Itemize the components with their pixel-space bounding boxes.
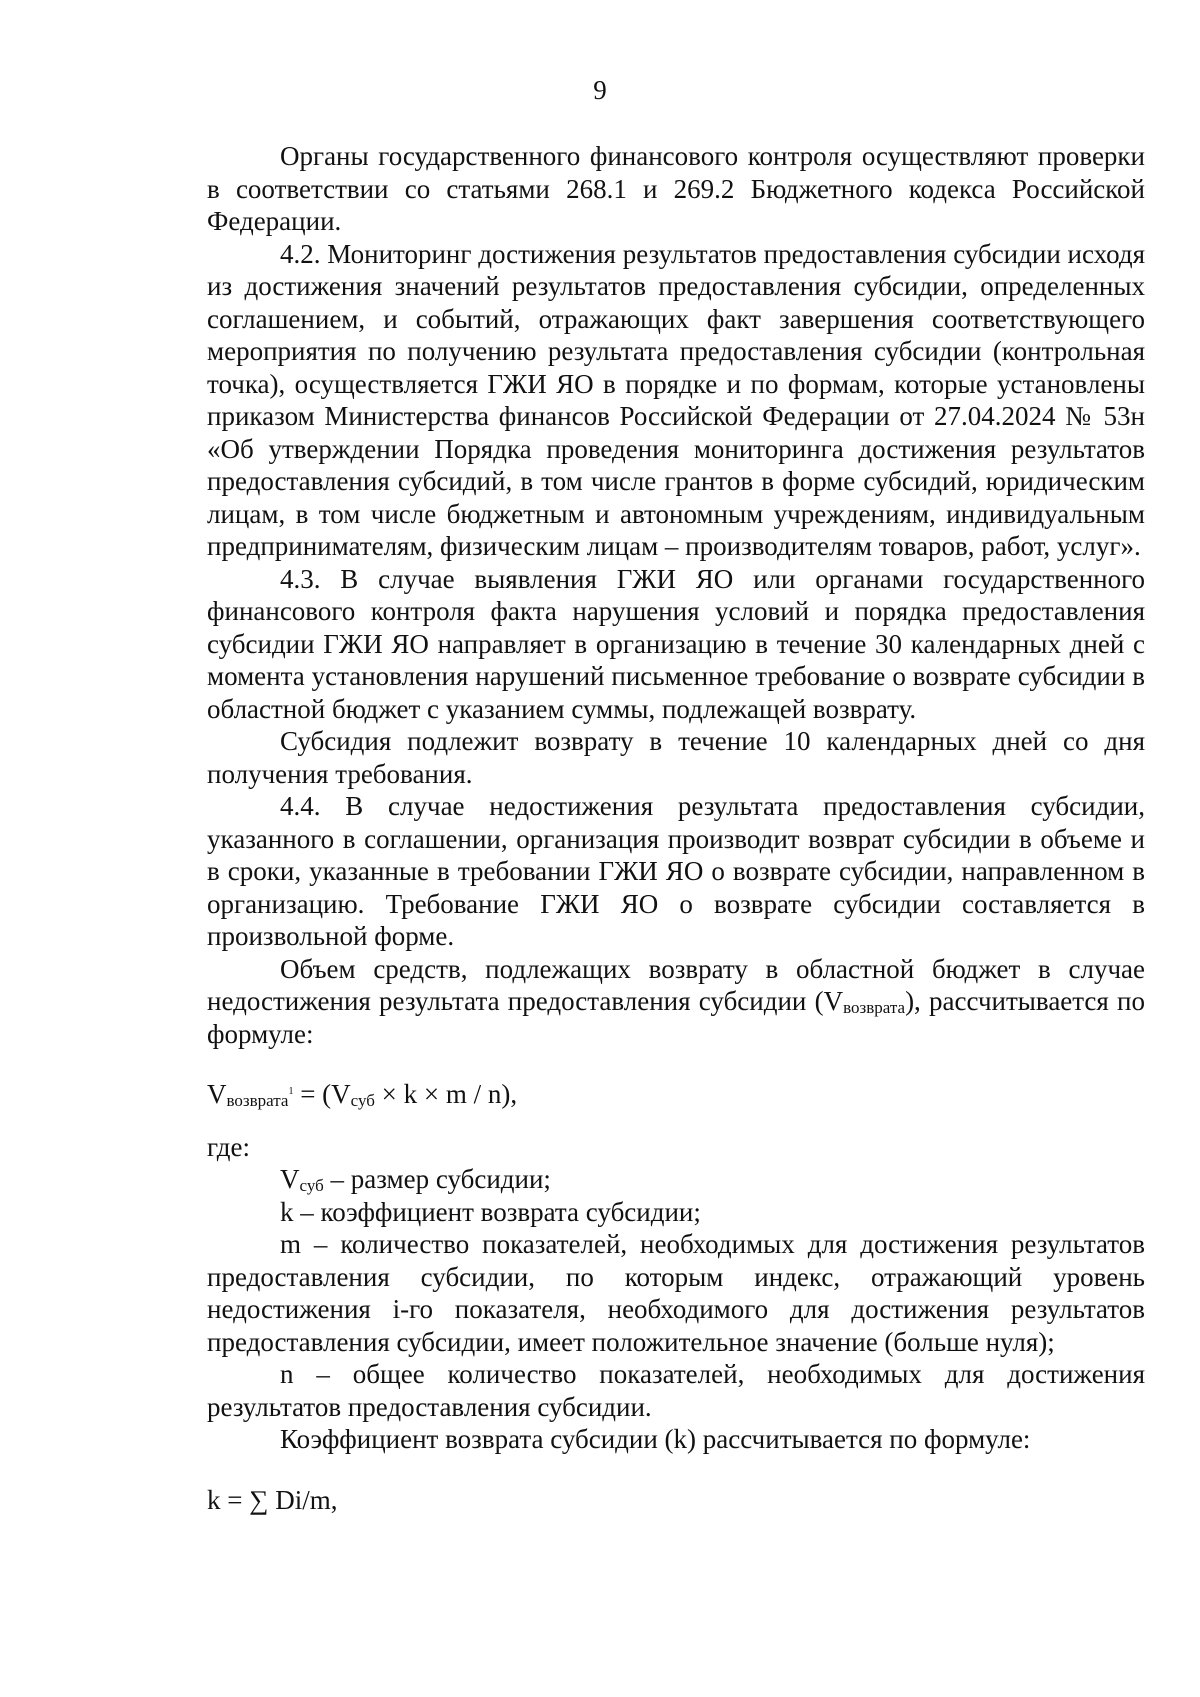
paragraph-k-intro: Коэффициент возврата субсидии (k) рассчитывается по формуле: [280,1424,1031,1454]
formula1-v: V [207,1079,227,1109]
definition-vsub-subscript: суб [299,1176,324,1195]
return-volume-text-end: ), рассчитывается по формуле: [207,986,1145,1049]
definition-vsub [207,1163,1145,1196]
where-label: где: [207,1131,250,1162]
formula1-vsub-subscript: суб [350,1091,375,1110]
definition-vsub-text: – размер субсидии; [323,1164,551,1194]
definition-n: n – общее количество показателей, необходимых для достижения результатов предоставления субсидии. [207,1359,1145,1422]
paragraph-4-3-violations: 4.3. В случае выявления ГЖИ ЯО или органами государственного финансового контроля факта нарушения условий и порядка предоставления субсидии ГЖИ ЯО направляет в организацию в течение 30 календарных дней с момента установления нарушений письменное требование о возврате субсидии в областной бюджет с указанием суммы, подлежащей возврату. [207,563,1145,724]
paragraph-financial-control: Органы государственного финансового контроля осуществляют проверки в соответствии со статьями 268.1 и 269.2 Бюджетного кодекса Российской Федерации. [207,141,1145,236]
paragraph-return-term: Субсидия подлежит возврату в течение 10 календарных дней со дня получения требования. [207,726,1145,789]
paragraph-4-4-underachievement: 4.4. В случае недостижения результата предоставления субсидии, указанного в соглашении, организация производит возврат субсидии в объеме и в сроки, указанные в требовании ГЖИ ЯО о возврате субсидии, направленном в организацию. Требование ГЖИ ЯО о возврате субсидии составляется в произвольной форме. [207,791,1145,951]
page-number: 9 [593,75,607,105]
definition-vsub-v: V [280,1164,300,1194]
formula1-part1: = (V [293,1079,351,1109]
return-volume-text-start: Объем средств, подлежащих возврату в областной бюджет в случае недостижения результата предоставления субсидии (V [207,953,1145,1016]
paragraph-return-volume [207,953,1145,1051]
definition-m: m – количество показателей, необходимых для достижения результатов предоставления субсидии, по которым индекс, отражающий уровень недостижения i-го показателя, необходимого для достижения результатов предоставления субсидии, имеет положительное значение (больше нуля); [207,1229,1145,1357]
paragraph-4-2-monitoring: 4.2. Мониторинг достижения результатов предоставления субсидии исходя из достижения значений результатов предоставления субсидии, определенных соглашением, и событий, отражающих факт завершения соответствующего мероприятия по получению результата предоставления субсидии (контрольная точка), осуществляется ГЖИ ЯО в порядке и по формам, которые установлены приказом Министерства финансов Российской Федерации от 27.04.2024 № 53н «Об утверждении Порядка проведения мониторинга достижения результатов предоставления субсидий, в том числе грантов в форме субсидий, юридическим лицам, в том числе бюджетным и автономным учреждениям, индивидуальным предпринимателям, физическим лицам – производителям товаров, работ, услуг». [207,238,1145,561]
formula1-v-subscript: возврата [226,1091,289,1110]
definition-k: k – коэффициент возврата субсидии; [280,1196,701,1227]
formula-k: k = ∑ Di/m, [207,1484,338,1515]
formula-return-volume [207,1078,1145,1111]
document-body [207,140,1145,1536]
return-volume-subscript: возврата [843,998,906,1017]
formula1-part2: × k × m / n), [374,1079,518,1109]
formula1-v-superscript: 1 [288,1086,294,1097]
